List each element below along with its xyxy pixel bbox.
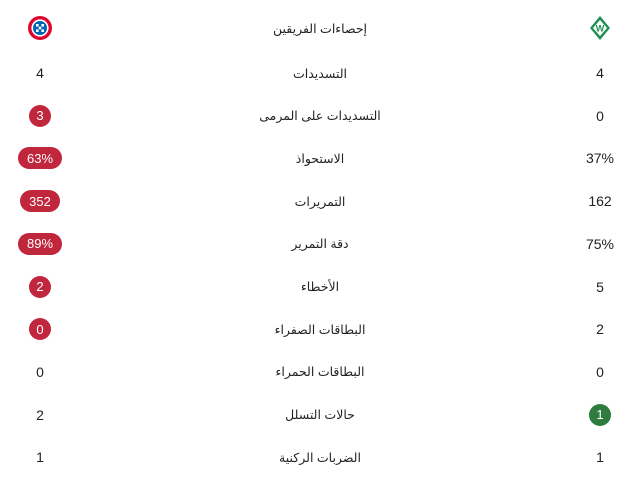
home-value: 75% (585, 235, 615, 252)
away-value: 2 (36, 406, 44, 423)
home-value: 0 (596, 363, 604, 380)
stat-row (0, 308, 640, 350)
home-value: 2 (596, 321, 604, 338)
home-value-cell (560, 436, 640, 478)
away-value-cell (0, 351, 80, 393)
home-team-logo (560, 7, 640, 49)
home-value: 5 (596, 278, 604, 295)
home-value-cell (560, 351, 640, 393)
home-value-cell (560, 95, 640, 137)
stat-row (0, 180, 640, 222)
away-value-cell (0, 394, 80, 436)
away-value: 352 (20, 190, 60, 212)
away-value: 3 (29, 105, 51, 127)
home-value: 162 (588, 193, 612, 210)
home-value-cell (560, 266, 640, 308)
home-value-cell (560, 223, 640, 265)
away-value: 4 (36, 65, 44, 81)
werder-bremen-logo-icon (587, 15, 613, 41)
stat-row (0, 223, 640, 265)
stat-label: التمريرات (294, 194, 346, 209)
home-value: 4 (596, 65, 604, 81)
away-team-logo (0, 7, 80, 49)
home-value-cell (560, 308, 640, 350)
away-value-cell (0, 52, 80, 94)
stat-label: دقة التمرير (291, 237, 349, 252)
home-value: 1 (596, 449, 604, 466)
home-value-cell (560, 394, 640, 436)
stat-label: حالات التسلل (285, 408, 355, 423)
away-value-cell (0, 180, 80, 222)
home-value-cell (560, 180, 640, 222)
stat-row (0, 394, 640, 436)
stat-label: الاستحواذ (295, 151, 345, 166)
stat-label: البطاقات الحمراء (275, 365, 365, 380)
stats-header (0, 7, 640, 49)
section-title: إحصاءات الفريقين (272, 21, 368, 36)
away-value: 89% (18, 233, 62, 255)
stat-label: البطاقات الصفراء (274, 322, 366, 337)
home-value: 1 (589, 404, 611, 426)
stat-label: الأخطاء (300, 280, 340, 294)
stat-row (0, 266, 640, 308)
away-value: 63% (18, 147, 62, 169)
stat-row (0, 137, 640, 179)
away-value-cell (0, 436, 80, 478)
away-value: 0 (36, 363, 44, 380)
stat-row (0, 52, 640, 94)
stat-row (0, 95, 640, 137)
stat-row (0, 351, 640, 393)
away-value-cell (0, 223, 80, 265)
home-value-cell (560, 137, 640, 179)
home-value-cell (560, 52, 640, 94)
home-value: 37% (585, 150, 615, 167)
stat-row (0, 436, 640, 478)
stat-label: التسديدات على المرمى (259, 109, 381, 124)
stat-label: الضربات الركنية (279, 450, 361, 465)
home-value: 0 (596, 107, 604, 124)
svg-text:W: W (595, 23, 605, 34)
away-value-cell (0, 137, 80, 179)
away-value-cell (0, 266, 80, 308)
away-value: 1 (36, 449, 44, 466)
away-value-cell (0, 95, 80, 137)
away-value-cell (0, 308, 80, 350)
bayern-munich-logo-icon (27, 15, 53, 41)
stat-label: التسديدات (292, 66, 348, 81)
away-value: 2 (29, 276, 51, 298)
away-value: 0 (29, 318, 51, 340)
